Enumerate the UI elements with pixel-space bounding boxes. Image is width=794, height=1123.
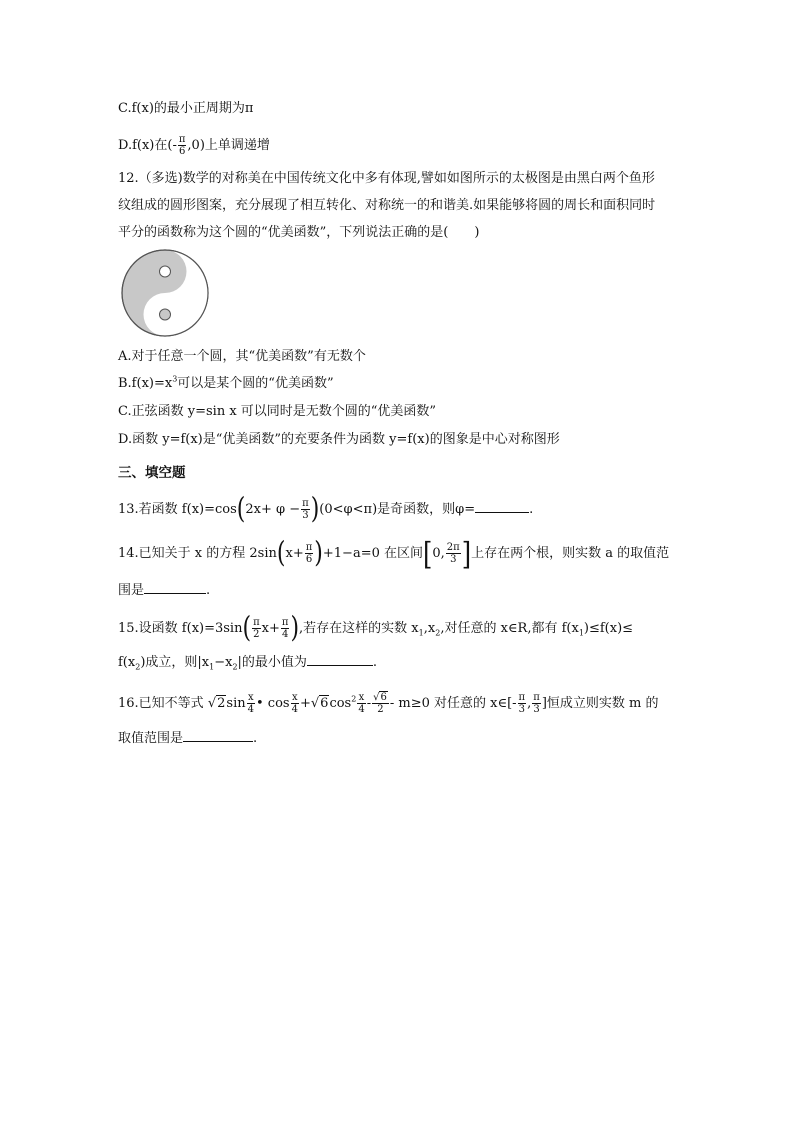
q12-line-1: 12.（多选)数学的对称美在中国传统文化中多有体现,譬如如图所示的太极图是由黑白两个鱼形: [118, 171, 655, 186]
fraction-numerator: 2π: [446, 542, 460, 553]
sqrt-6-num: √6: [373, 692, 387, 703]
fraction-denominator: 4: [247, 704, 254, 715]
fraction-numerator: π: [305, 542, 313, 553]
q15-comma: ,x: [423, 621, 436, 636]
fraction-denominator: 6: [178, 146, 186, 157]
answer-blank[interactable]: [144, 593, 206, 594]
q15-fraction-1: [252, 617, 261, 640]
fraction-numerator: π: [518, 692, 526, 703]
fraction-numerator: x: [291, 692, 298, 703]
section-title: 三、填空题: [118, 465, 186, 481]
q14-fraction: [305, 542, 314, 565]
fraction-numerator: π: [178, 134, 186, 145]
q12-option-b-post: 可以是某个圆的“优美函数”: [177, 376, 334, 391]
fraction-denominator: 3: [302, 510, 309, 521]
fraction-denominator: 4: [281, 629, 289, 640]
fraction-denominator: 4: [291, 704, 298, 715]
q15-fraction-2: [281, 617, 290, 640]
q13-end: .: [529, 502, 534, 517]
answer-blank[interactable]: [183, 741, 253, 742]
q14-line-1: [118, 535, 670, 572]
q15-line-2-post: )成立，则|x: [140, 655, 210, 670]
fraction-denominator: 2: [377, 704, 384, 715]
exponent: 3: [172, 374, 178, 384]
q12-option-a: A.对于任意一个圆，其“优美函数”有无数个: [118, 349, 366, 364]
q16-frac-1: [247, 692, 255, 715]
fraction-denominator: 6: [305, 554, 313, 565]
q16-end: .: [253, 731, 258, 746]
paren-close: ): [290, 611, 300, 645]
subscript: 1: [418, 628, 424, 638]
q16-line-2-text: 取值范围是: [118, 731, 184, 746]
q11-option-c-text: C.f(x)的最小正周期为π: [118, 101, 254, 116]
radicand: 6: [320, 696, 329, 711]
q16-frac-5: [518, 692, 527, 715]
fraction-numerator: π: [302, 498, 309, 509]
exponent: 2: [351, 694, 357, 704]
q13-post: (0<φ<π)是奇函数，则φ=: [319, 502, 476, 517]
sqrt-2: √2: [207, 696, 226, 711]
q15-post-3: )≤f(x)≤: [583, 621, 634, 636]
fraction-numerator: π: [533, 692, 540, 703]
q14-inner: x+: [285, 546, 304, 561]
q13-pre: 13.若函数 f(x)=cos: [118, 502, 237, 517]
subscript: 2: [232, 662, 238, 672]
q11-option-d: [118, 134, 270, 157]
q14-interval-fraction: [446, 542, 461, 565]
q12-line-3: 平分的函数称为这个圆的“优美函数”，下列说法正确的是( ): [118, 225, 480, 240]
subscript: 2: [435, 628, 441, 638]
bracket-close: ]: [461, 535, 472, 572]
q11-option-d-pre: D.f(x)在(-: [118, 138, 177, 153]
bracket-open: [: [423, 535, 433, 572]
q16-mid: ,: [527, 696, 532, 711]
q15-line-1: [118, 611, 634, 645]
q15-end: .: [372, 655, 378, 670]
subscript: 2: [135, 662, 141, 672]
fraction-denominator: 3: [518, 704, 526, 715]
q15-xplus: x+: [261, 621, 280, 636]
q16-pre: 16.已知不等式: [118, 696, 204, 711]
q13-inner: 2x+ φ −: [245, 502, 301, 517]
fraction-numerator: [372, 692, 389, 704]
q15-post-2: ,对任意的 x∈R,都有 f(x: [440, 621, 579, 636]
q15-line-2-pre: f(x: [118, 655, 136, 670]
q11-option-c: [118, 100, 253, 118]
q15-line-2-minus: −x: [214, 655, 233, 670]
fraction-denominator: 2: [253, 629, 260, 640]
q12-option-d: D.函数 y=f(x)是“优美函数”的充要条件为函数 y=f(x)的图象是中心对称图形: [118, 432, 560, 447]
q14-line-2-text: 围是: [118, 583, 145, 598]
q16-frac-4: [372, 692, 389, 715]
fraction-numerator: π: [281, 617, 289, 628]
q11-option-d-post: ,0)上单调递增: [187, 138, 270, 153]
q14-end: .: [206, 583, 211, 598]
q16-dot-cos: • cos: [255, 696, 290, 711]
fraction-denominator: 4: [358, 704, 365, 715]
fraction-denominator: 3: [450, 554, 457, 565]
yin-yang-bottom-dot: [160, 309, 171, 320]
paren-close: ): [310, 492, 320, 526]
q16-frac-2: [291, 692, 299, 715]
q14-pre: 14.已知关于 x 的方程 2sin: [118, 546, 277, 561]
q16-plus: +: [299, 696, 311, 711]
paren-open: (: [276, 536, 286, 570]
q13-fraction: [301, 498, 310, 521]
paren-open: (: [236, 492, 246, 526]
q12-option-b-pre: B.f(x)=x: [118, 376, 173, 391]
q11-fraction: [178, 134, 187, 157]
q12-option-c: C.正弦函数 y=sin x 可以同时是无数个圆的“优美函数”: [118, 404, 437, 419]
q15-line-2-end: |的最小值为: [237, 655, 307, 670]
q14-mid: +1−a=0 在区间: [322, 546, 423, 561]
q14-post: 上存在两个根，则实数 a 的取值范: [471, 546, 670, 561]
paren-open: (: [242, 611, 252, 645]
q13: [118, 492, 534, 526]
q16-minus: -: [366, 696, 372, 711]
q12-line-2: 纹组成的圆形图案，充分展现了相互转化、对称统一的和谐美.如果能够将圆的周长和面积同时: [118, 198, 656, 213]
answer-blank[interactable]: [307, 665, 373, 666]
subscript: 1: [578, 628, 584, 638]
q16-after: ]恒成立则实数 m 的: [541, 696, 659, 711]
q16-frac-6: [532, 692, 541, 715]
yin-yang-figure: [121, 249, 209, 337]
q16-tail: - m≥0 对任意的 x∈[-: [389, 696, 517, 711]
paren-close: ): [314, 536, 323, 570]
fraction-denominator: 3: [533, 704, 540, 715]
fraction-numerator: x: [358, 692, 365, 703]
q12-option-b: [118, 375, 334, 393]
q16-frac-3: [357, 692, 365, 715]
fraction-numerator: π: [253, 617, 260, 628]
q14-line-2: [118, 582, 210, 600]
yin-yang-top-dot: [160, 266, 171, 277]
sqrt-6: √6: [310, 696, 329, 711]
q14-interval-start: 0,: [432, 546, 445, 561]
radicand: 6: [380, 692, 387, 703]
q16-line-2: [118, 730, 257, 748]
q15-line-2: [118, 654, 377, 672]
q16-line-1: [118, 692, 659, 715]
answer-blank[interactable]: [475, 512, 529, 513]
q15-post: ,若存在这样的实数 x: [299, 621, 419, 636]
q16-cos: cos: [329, 696, 352, 711]
q16-sin: sin: [226, 696, 246, 711]
subscript: 1: [209, 662, 215, 672]
radicand: 2: [217, 696, 226, 711]
q15-pre: 15.设函数 f(x)=3sin: [118, 621, 243, 636]
fraction-numerator: x: [247, 692, 254, 703]
